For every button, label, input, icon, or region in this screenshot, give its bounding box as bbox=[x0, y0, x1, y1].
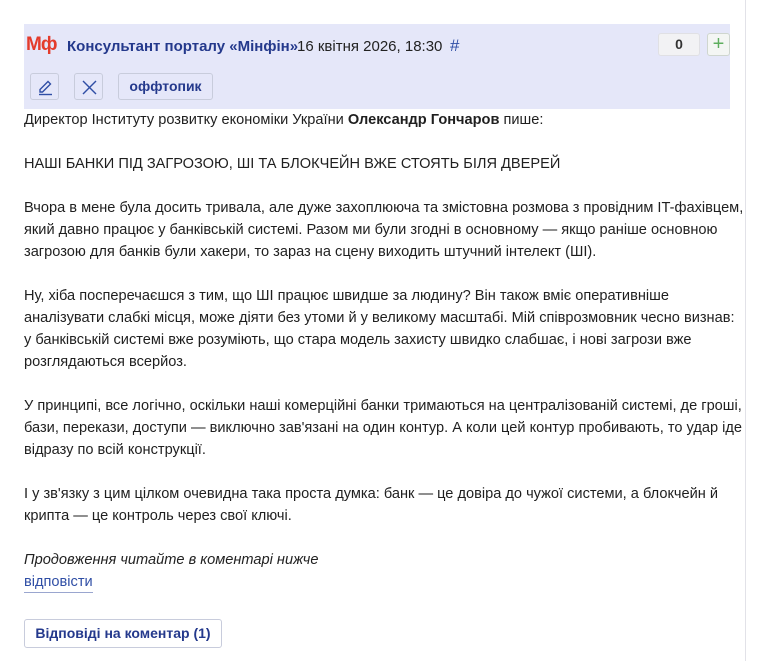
intro-prefix: Директор Інституту розвитку економіки України bbox=[24, 112, 348, 128]
offtopic-button[interactable]: оффтопик bbox=[118, 73, 213, 100]
intro-line bbox=[24, 109, 744, 131]
paragraph-2: Ну, хіба посперечаєшся з тим, що ШІ працює швидше за людину? Він також вміє оперативніше аналізувати слабкі місця, може діяти без утоми й у великому масштабі. Мій співрозмовник чесно визнав: у банківській системі вже розуміють, що стара модель захисту швидко слабшає, і нові загрози вже розглядаються всерйоз. bbox=[24, 288, 735, 370]
headline: НАШІ БАНКИ ПІД ЗАГРОЗОЮ, ШІ ТА БЛОКЧЕЙН ВЖЕ СТОЯТЬ БІЛЯ ДВЕРЕЙ bbox=[24, 156, 561, 172]
paragraph-3: У принципі, все логічно, оскільки наші комерційні банки тримаються на централізованій системі, де гроші, бази, перекази, доступи — виключно зав'язані на один контур. А коли цей контур пробивають, то удар іде відразу по всій конструкції. bbox=[24, 398, 743, 458]
comment-body bbox=[24, 109, 744, 593]
paragraph-4: І у зв'язку з цим цілком очевидна така проста думка: банк — це довіра до чужої системи, а блокчейн й крипта — це контроль через свої ключі. bbox=[24, 486, 718, 524]
vote-count: 0 bbox=[658, 33, 700, 56]
right-border bbox=[745, 0, 746, 661]
comment-date: 16 квітня 2026, 18:30 bbox=[297, 38, 443, 55]
intro-name: Олександр Гончаров bbox=[347, 112, 500, 128]
replies-button[interactable]: Відповіді на коментар (1) bbox=[24, 619, 222, 648]
reply-link[interactable]: відповісти bbox=[24, 572, 93, 593]
permalink-anchor[interactable]: # bbox=[450, 36, 460, 55]
edit-button[interactable] bbox=[30, 73, 59, 100]
delete-button[interactable] bbox=[74, 73, 103, 100]
comment-header bbox=[24, 24, 730, 109]
continuation-note: Продовження читайте в коментарі нижче bbox=[24, 552, 319, 568]
intro-suffix: пише: bbox=[499, 112, 544, 128]
author-name[interactable]: Консультант порталу «Мінфін» bbox=[67, 38, 299, 55]
pencil-icon bbox=[37, 79, 54, 96]
upvote-button[interactable]: + bbox=[707, 33, 730, 56]
close-icon bbox=[81, 79, 98, 96]
paragraph-1: Вчора в мене була досить тривала, але дуже захоплююча та змістовна розмова з провідним IT-фахівцем, який давно працює у банківській системі. Разом ми були згодні в основному — якщо раніше основною загрозою для банків були хакери, то зараз на сцену виходить штучний інтелект (ШІ). bbox=[24, 200, 744, 260]
minfin-logo: Мф bbox=[26, 34, 57, 55]
